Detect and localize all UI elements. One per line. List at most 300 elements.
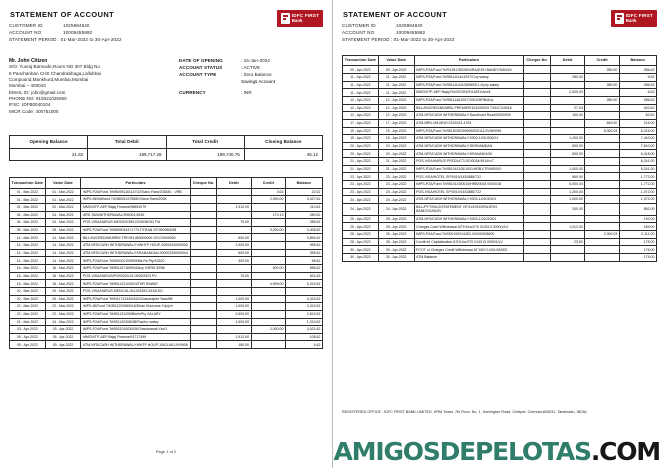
cell-credit: 2,000.00 bbox=[251, 326, 285, 334]
cell-value-date: 23 - Apr-2022 bbox=[378, 188, 414, 196]
account-status-label: ACCOUNT STATUS bbox=[179, 64, 223, 70]
cell-value-date: 20 - Apr-2022 bbox=[378, 142, 414, 150]
cell-credit: 3.63 bbox=[251, 188, 285, 196]
col-debit-2: Debit bbox=[550, 55, 585, 66]
cell-debit bbox=[550, 81, 585, 89]
cell-debit: 1,000.00 bbox=[217, 295, 251, 303]
summary-total-debit: 189,717.26 bbox=[88, 148, 166, 160]
cell-value-date: 01 - Mar-2022 bbox=[45, 196, 81, 204]
cell-transaction-date: 28 - Apr-2022 bbox=[343, 238, 379, 246]
cell-transaction-date: 03 - Apr-2022 bbox=[10, 326, 46, 334]
table-row bbox=[10, 211, 323, 219]
cell-transaction-date: 14 - Mar-2022 bbox=[10, 242, 46, 250]
cell-debit: 280.00 bbox=[550, 74, 585, 82]
cell-balance: 395.62 bbox=[286, 249, 323, 257]
cell-transaction-date: 17 - Apr-2022 bbox=[343, 119, 379, 127]
cell-value-date: 23 - Apr-2022 bbox=[378, 180, 414, 188]
cell-debit: 2,000.00 bbox=[550, 89, 585, 97]
table-row bbox=[10, 280, 323, 288]
cell-particulars: MMCN/TP-AEP Bajaj Finance/91717499 bbox=[81, 333, 191, 341]
bank-logo-line1: IDFC FIRST bbox=[291, 12, 319, 18]
cell-transaction-date: 20 - Apr-2022 bbox=[343, 150, 379, 158]
cell-balance: 110.62 bbox=[286, 203, 323, 211]
account-no-value-2: 10009455992 bbox=[396, 29, 426, 35]
cell-credit bbox=[251, 219, 285, 227]
cell-balance: 1,772.00 bbox=[619, 173, 656, 181]
cell-debit: 1,912.00 bbox=[217, 333, 251, 341]
cell-particulars: IMPS-P2A/Fund Trf/IB0951161147G2/Sano Ram/203840 - VRB bbox=[81, 188, 191, 196]
cell-balance: 6,216.00 bbox=[619, 127, 656, 135]
cell-balance: 4.62 bbox=[286, 341, 323, 349]
cell-value-date: 21 - Apr-2022 bbox=[378, 165, 414, 173]
table-row bbox=[343, 180, 657, 188]
cell-particulars: IMPS-P2A/Fund Trf/IB1107169934/Any VSRM 3/098 bbox=[81, 265, 191, 273]
cell-debit bbox=[550, 231, 585, 239]
cell-credit bbox=[251, 333, 285, 341]
cell-particulars: ATM-NFS/CASH WITHDRAWAL/+0003-1/01010/01 bbox=[414, 196, 524, 204]
cell-particulars: BILL/IN/CRED/NEARBY-TRF/IE1453000000 GCC/0000000 bbox=[81, 234, 191, 242]
cell-balance: 82.62 bbox=[619, 112, 656, 120]
customer-address-block bbox=[9, 58, 159, 116]
table-row bbox=[10, 310, 323, 318]
cell-transaction-date: 09 - Apr-2022 bbox=[343, 66, 379, 74]
cell-debit: 1,000.00 bbox=[550, 196, 585, 204]
balance-summary-table bbox=[9, 135, 323, 161]
cell-particulars: POS-VISA/HARUS PRODUCT/JIO/0034/4914/v/7 bbox=[414, 158, 524, 166]
idfc-first-bank-logo-2 bbox=[611, 10, 657, 27]
cell-cheque-no bbox=[524, 196, 550, 204]
account-type-value: : Zero Balance bbox=[241, 71, 272, 77]
cell-transaction-date: 04 - Mar-2022 bbox=[10, 219, 46, 227]
cell-balance: 189.00 bbox=[619, 223, 656, 231]
bank-logo-text-2 bbox=[626, 14, 653, 24]
customer-id-label-2: CUSTOMER ID bbox=[342, 23, 376, 28]
account-type-row bbox=[179, 72, 323, 79]
cell-balance: 2,111.00 bbox=[619, 231, 656, 239]
cell-credit bbox=[585, 223, 620, 231]
cell-value-date: 12 - Apr-2022 bbox=[378, 96, 414, 104]
cell-value-date: 03 - Apr-2022 bbox=[45, 326, 81, 334]
cell-balance: 6,418.00 bbox=[619, 150, 656, 158]
customer-id-value-2: 1025984840 bbox=[396, 23, 423, 28]
cell-credit bbox=[585, 203, 620, 215]
cell-particulars: ATM-NFS/CASH WITHDRAWAL/+KRANAN/1/00 bbox=[414, 150, 524, 158]
table-row bbox=[343, 142, 657, 150]
cell-credit bbox=[585, 246, 620, 254]
bank-logo-line1-2: IDFC FIRST bbox=[625, 12, 653, 18]
cell-transaction-date: 20 - Mar-2022 bbox=[10, 295, 46, 303]
cell-debit: 200.00 bbox=[550, 203, 585, 215]
table-row bbox=[343, 66, 657, 74]
cell-debit: 150.00 bbox=[217, 341, 251, 349]
cell-cheque-no bbox=[524, 66, 550, 74]
customer-phone: PHONE NO: 919321025060 bbox=[9, 96, 67, 102]
cell-particulars: POS-VISA/HARUS M/09202/3891203938/JIO Pvt bbox=[81, 219, 191, 227]
cell-transaction-date: 21 - Apr-2022 bbox=[343, 158, 379, 166]
cell-transaction-date: 11 - Apr-2022 bbox=[343, 81, 379, 89]
cell-debit: 1,012.00 bbox=[550, 223, 585, 231]
cell-value-date: 11 - Apr-2022 bbox=[378, 81, 414, 89]
cell-value-date: 09 - Apr-2022 bbox=[378, 66, 414, 74]
cell-transaction-date: 12 - Apr-2022 bbox=[343, 96, 379, 104]
cell-credit bbox=[251, 242, 285, 250]
col-cheque-no: Cheque No. bbox=[190, 177, 216, 188]
cell-value-date: 26 - Apr-2022 bbox=[378, 231, 414, 239]
cell-particulars: ATM-NFS/CASH WITHDRAWAL/+KRANANDAN-0000023/0000004 bbox=[81, 249, 191, 257]
cell-cheque-no bbox=[524, 158, 550, 166]
cell-balance: 402.62 bbox=[619, 104, 656, 112]
cell-credit bbox=[251, 257, 285, 265]
cell-debit: 1,200.00 bbox=[550, 135, 585, 143]
cell-particulars: IMPS-P2A/Fund Trf/IB111144105/M0001-Gy/ry salary bbox=[414, 81, 524, 89]
cell-credit bbox=[251, 249, 285, 257]
cell-credit bbox=[585, 196, 620, 204]
customer-address-line-2: 8 Panchanban CHS Chandrabhaga,Lallubhai bbox=[9, 70, 102, 76]
table-row bbox=[10, 257, 323, 265]
cell-credit bbox=[251, 295, 285, 303]
cell-value-date: 12 - Apr-2022 bbox=[378, 112, 414, 120]
cell-value-date: 23 - Apr-2022 bbox=[378, 173, 414, 181]
cell-value-date: 24 - Apr-2022 bbox=[378, 196, 414, 204]
cell-cheque-no bbox=[190, 280, 216, 288]
cell-transaction-date: 16 - Mar-2022 bbox=[10, 265, 46, 273]
cell-balance: 286.62 bbox=[619, 66, 656, 74]
table-row bbox=[343, 135, 657, 143]
col-particulars-2: Particulars bbox=[414, 55, 524, 66]
table-row bbox=[10, 272, 323, 280]
account-holder-section bbox=[9, 58, 323, 116]
cell-particulars: BILL/PYT/INLO/STATEMENT OF/1419910/RAJESH BANDY/SANJIV bbox=[414, 203, 524, 215]
cell-balance: 192.00 bbox=[619, 215, 656, 223]
cell-debit bbox=[217, 196, 251, 204]
cell-value-date: 01 - Mar-2022 bbox=[45, 188, 81, 196]
cell-value-date: 14 - Mar-2022 bbox=[45, 234, 81, 242]
table-row bbox=[10, 242, 323, 250]
customer-id-label: CUSTOMER ID bbox=[9, 23, 43, 28]
cell-cheque-no bbox=[190, 226, 216, 234]
cell-transaction-date: 23 - Apr-2022 bbox=[343, 188, 379, 196]
cell-transaction-date: 01 - Mar-2022 bbox=[10, 188, 46, 196]
cell-balance: 1,319.62 bbox=[286, 318, 323, 326]
summary-header-closing-balance: Closing Balance bbox=[244, 136, 322, 148]
cell-credit bbox=[251, 303, 285, 311]
account-no-label-2: ACCOUNT NO bbox=[342, 29, 375, 35]
cell-debit bbox=[550, 127, 585, 135]
table-row bbox=[343, 74, 657, 82]
cell-credit bbox=[585, 254, 620, 262]
table-row bbox=[343, 165, 657, 173]
cell-credit bbox=[585, 142, 620, 150]
cell-credit bbox=[585, 188, 620, 196]
cell-credit bbox=[251, 203, 285, 211]
cell-transaction-date: 24 - Mar-2022 bbox=[10, 318, 46, 326]
cell-cheque-no bbox=[524, 112, 550, 120]
cell-particulars: ATM-NFS/CASH WITHDRAWAL/+VWHTP HOUP-0000034/000000 bbox=[81, 242, 191, 250]
customer-id-row bbox=[9, 23, 323, 30]
table-row bbox=[10, 226, 323, 234]
cell-debit: 1,000.00 bbox=[550, 165, 585, 173]
cell-credit bbox=[251, 234, 285, 242]
cell-cheque-no bbox=[524, 165, 550, 173]
table-row bbox=[10, 295, 323, 303]
col-credit: Credit bbox=[251, 177, 285, 188]
cell-debit bbox=[550, 254, 585, 262]
table-row bbox=[343, 196, 657, 204]
table-row bbox=[343, 173, 657, 181]
cell-cheque-no bbox=[524, 127, 550, 135]
idfc-first-bank-logo bbox=[277, 10, 323, 27]
cell-transaction-date: 20 - Mar-2022 bbox=[10, 287, 46, 295]
cell-particulars: IMPS-IB/Fund Trf/35112G/580016/Dhan Khurrana Y/jv/jvh bbox=[81, 303, 191, 311]
statement-period-2: STATEMENT PERIOD : 01-Mar-2022 to 30-Apr-2022 bbox=[342, 36, 455, 42]
cell-cheque-no bbox=[190, 249, 216, 257]
summary-header-row bbox=[10, 136, 323, 148]
account-status-row bbox=[179, 65, 323, 72]
cell-transaction-date: 18 - Mar-2022 bbox=[10, 280, 46, 288]
bank-logo-icon bbox=[281, 13, 290, 24]
cell-credit bbox=[585, 104, 620, 112]
cell-balance: 108.62 bbox=[286, 333, 323, 341]
cell-cheque-no bbox=[190, 303, 216, 311]
table-row bbox=[343, 127, 657, 135]
col-particulars: Particulars bbox=[81, 177, 191, 188]
cell-value-date: 05 - Mar-2022 bbox=[45, 226, 81, 234]
table-row bbox=[343, 223, 657, 231]
account-no-value: 10009455992 bbox=[63, 29, 93, 35]
cell-transaction-date: 14 - Mar-2022 bbox=[10, 249, 46, 257]
table-row bbox=[10, 341, 323, 349]
cell-debit bbox=[550, 66, 585, 74]
cell-debit bbox=[550, 96, 585, 104]
cell-particulars: BILL/IN/CRED/NEARBL PREMIER/103100003 7/011C1/0016 bbox=[414, 104, 524, 112]
cell-balance: 6.62 bbox=[619, 89, 656, 97]
cell-balance: 2,819.62 bbox=[286, 310, 323, 318]
table-row bbox=[343, 215, 657, 223]
cell-value-date: 05 - Apr-2022 bbox=[45, 333, 81, 341]
cell-debit: 75.00 bbox=[217, 219, 251, 227]
date-of-opening-value: : 15-Jan-2022 bbox=[241, 57, 270, 63]
cell-balance: 5,319.62 bbox=[286, 280, 323, 288]
cell-debit: 27.03 bbox=[550, 104, 585, 112]
cell-particulars: ARS-TAN/WITHDRAWAL/909003-5045 bbox=[81, 211, 191, 219]
account-details-block bbox=[179, 58, 323, 116]
table-row bbox=[10, 196, 323, 204]
cell-transaction-date: 25 - Apr-2022 bbox=[343, 223, 379, 231]
table-row bbox=[10, 326, 323, 334]
cell-particulars: ATM-NFS/CASH WITHDRAWAL/+WHTP HOUP-1/NCLM1/JV/0908 bbox=[81, 341, 191, 349]
cell-credit bbox=[585, 173, 620, 181]
cell-balance: 4,319.62 bbox=[286, 295, 323, 303]
cell-cheque-no bbox=[524, 254, 550, 262]
cell-debit bbox=[550, 119, 585, 127]
currency-value: : INR bbox=[241, 89, 252, 95]
col-balance-2: Balance bbox=[619, 55, 656, 66]
cell-credit: 280.00 bbox=[585, 66, 620, 74]
cell-debit: 500.00 bbox=[550, 142, 585, 150]
table-row bbox=[343, 81, 657, 89]
cell-particulars: PCOT or Charges Credit Withdrawal AT MS/+1/401/43/002 bbox=[414, 246, 524, 254]
table-row bbox=[343, 246, 657, 254]
cell-credit: 6,000.03 bbox=[585, 127, 620, 135]
table-row bbox=[343, 96, 657, 104]
cell-value-date: 14 - Mar-2022 bbox=[45, 242, 81, 250]
cell-credit bbox=[251, 310, 285, 318]
cell-debit: 569.00 bbox=[550, 173, 585, 181]
cell-transaction-date: 20 - Apr-2022 bbox=[343, 142, 379, 150]
col-debit: Debit bbox=[217, 177, 251, 188]
cell-transaction-date: 04 - Mar-2022 bbox=[10, 211, 46, 219]
cell-credit: 500.00 bbox=[251, 265, 285, 273]
cell-transaction-date: 19 - Apr-2022 bbox=[343, 135, 379, 143]
account-no-label: ACCOUNT NO bbox=[9, 29, 42, 35]
cell-balance: 1,072.00 bbox=[619, 188, 656, 196]
table-row bbox=[10, 265, 323, 273]
cell-value-date: 22 - Mar-2022 bbox=[45, 310, 81, 318]
registered-office-text: REGISTERED OFFICE : IDFC FIRST BANK LIMITED, KRM Tower, 7th Floor, No. 1, Harrington Road, Chetpet, Chennai-600031, Tamilnadu, INDIA. bbox=[342, 410, 588, 415]
cell-value-date: 19 - Apr-2022 bbox=[378, 127, 414, 135]
cell-transaction-date: 24 - Apr-2022 bbox=[343, 196, 379, 204]
cell-particulars: IMPS-P2A/Fund Trf/IB10143/0010/HRB/0034 0/0/0018 bbox=[414, 180, 524, 188]
statement-page-2 bbox=[333, 0, 666, 468]
cell-debit: 2,900.00 bbox=[217, 242, 251, 250]
cell-particulars: IMPS-P2A/Fund Trf/IB2201003005/Chandrawati Yav/1 bbox=[81, 326, 191, 334]
cell-balance: 3,319.62 bbox=[286, 303, 323, 311]
bank-logo-icon-2 bbox=[615, 13, 624, 24]
table-row bbox=[343, 231, 657, 239]
cell-credit: 2,000.03 bbox=[585, 231, 620, 239]
cell-debit: 23.50 bbox=[550, 238, 585, 246]
cell-transaction-date: 23 - Apr-2022 bbox=[343, 180, 379, 188]
table-row bbox=[343, 89, 657, 97]
cell-particulars: IMPS-P2A/Fund Trf/IB1122103924/THR RAWAT bbox=[81, 280, 191, 288]
cell-credit bbox=[585, 180, 620, 188]
page-title-2: STATEMENT OF ACCOUNT bbox=[343, 10, 448, 19]
cell-particulars: IMPS-P2A/Fund Trf/000100014452-0/0/0003/M/00 bbox=[414, 231, 524, 239]
cell-credit: 280.00 bbox=[585, 96, 620, 104]
cell-credit bbox=[251, 287, 285, 295]
cell-transaction-date: 25 - Apr-2022 bbox=[343, 215, 379, 223]
cell-cheque-no bbox=[524, 180, 550, 188]
cell-transaction-date: 14 - Mar-2022 bbox=[10, 257, 46, 265]
watermark-primary: AMIGOSDEPELOTAS bbox=[333, 437, 591, 466]
cell-value-date: 20 - Apr-2022 bbox=[378, 150, 414, 158]
table-row bbox=[10, 203, 323, 211]
account-type-label: ACCOUNT TYPE bbox=[179, 71, 217, 77]
cell-cheque-no bbox=[524, 119, 550, 127]
cell-cheque-no bbox=[524, 135, 550, 143]
cell-cheque-no bbox=[190, 188, 216, 196]
cell-transaction-date: 12 - Apr-2022 bbox=[343, 104, 379, 112]
table-row bbox=[343, 254, 657, 262]
cell-value-date: 25 - Apr-2022 bbox=[378, 215, 414, 223]
cell-value-date: 04 - Mar-2022 bbox=[45, 219, 81, 227]
cell-cheque-no bbox=[190, 341, 216, 349]
col-transaction-date-2: Transaction Date bbox=[343, 55, 379, 66]
customer-id-value: 1025984840 bbox=[63, 23, 90, 28]
transactions-header-row-2 bbox=[343, 55, 657, 66]
cell-cheque-no bbox=[524, 238, 550, 246]
table-row bbox=[343, 119, 657, 127]
transactions-body-page-1 bbox=[10, 188, 323, 348]
cell-value-date: 04 - Mar-2022 bbox=[45, 211, 81, 219]
table-row bbox=[10, 234, 323, 242]
cell-particulars: ATM-BRN-VM-MNO 0312023-4705 bbox=[414, 119, 524, 127]
cell-cheque-no bbox=[190, 333, 216, 341]
cell-balance: 7,610.00 bbox=[619, 142, 656, 150]
cell-particulars: IMPS-P2A/Fund Trf/IB1114A19/LT/0010/HRB/Any bbox=[414, 96, 524, 104]
cell-cheque-no bbox=[190, 234, 216, 242]
cell-particulars: POS-VISA/HARUS/P/09202/LIO-0009/2023 PV bbox=[81, 272, 191, 280]
customer-address-line-3: Compound,Mankhurd,Mumbai,Mumbai bbox=[9, 76, 89, 82]
cell-transaction-date: 23 - Apr-2022 bbox=[343, 173, 379, 181]
cell-cheque-no bbox=[190, 287, 216, 295]
cell-credit bbox=[585, 158, 620, 166]
cell-debit bbox=[217, 226, 251, 234]
cell-value-date: 30 - Apr-2022 bbox=[378, 246, 414, 254]
cell-transaction-date: 21 - Apr-2022 bbox=[343, 165, 379, 173]
cell-balance: 6,241.00 bbox=[619, 158, 656, 166]
cell-credit: 170.13 bbox=[251, 211, 285, 219]
cell-value-date: 25 - Apr-2022 bbox=[378, 223, 414, 231]
cell-balance: 5,241.00 bbox=[619, 165, 656, 173]
cell-value-date: 11 - Apr-2022 bbox=[378, 89, 414, 97]
cell-balance: 521.62 bbox=[286, 272, 323, 280]
table-row bbox=[343, 104, 657, 112]
transactions-body-page-2 bbox=[343, 66, 657, 261]
cell-credit bbox=[585, 238, 620, 246]
cell-debit bbox=[550, 246, 585, 254]
cell-value-date: 28 - Apr-2022 bbox=[378, 238, 414, 246]
cell-particulars: IMPS-IN/Self/and Trf/38001197558/GVans Rami/200K bbox=[81, 196, 191, 204]
cell-value-date: 14 - Mar-2022 bbox=[45, 249, 81, 257]
cell-cheque-no bbox=[524, 81, 550, 89]
cell-credit bbox=[585, 165, 620, 173]
summary-closing-balance: 45.12 bbox=[244, 148, 322, 160]
cell-transaction-date: 11 - Apr-2022 bbox=[343, 89, 379, 97]
cell-balance: 176.00 bbox=[619, 246, 656, 254]
summary-total-credit: 189,740.76 bbox=[166, 148, 244, 160]
cell-value-date: 02 - Mar-2022 bbox=[45, 203, 81, 211]
statement-period: STATEMENT PERIOD : 01-Mar-2022 to 30-Apr-2022 bbox=[9, 36, 122, 42]
cell-transaction-date: 30 - Apr-2022 bbox=[343, 246, 379, 254]
cell-particulars: ATM-NFS/CASH WITHDRAWAL/+Sandhurst Road/903/0009 bbox=[414, 112, 524, 120]
cell-cheque-no bbox=[190, 295, 216, 303]
cell-debit: 100.00 bbox=[550, 112, 585, 120]
table-row bbox=[343, 150, 657, 158]
cell-cheque-no bbox=[190, 242, 216, 250]
cell-cheque-no bbox=[190, 326, 216, 334]
cell-credit: 649.00 bbox=[585, 119, 620, 127]
cell-debit: 500.00 bbox=[550, 150, 585, 158]
cell-value-date: 11 - Apr-2022 bbox=[378, 74, 414, 82]
cell-debit bbox=[217, 188, 251, 196]
summary-header-total-debit: Total Debit bbox=[88, 136, 166, 148]
customer-micr: MICR Code: 400751005 bbox=[9, 108, 59, 114]
transactions-table-page-2 bbox=[342, 55, 657, 262]
cell-particulars: ATM Balance bbox=[414, 254, 524, 262]
col-credit-2: Credit bbox=[585, 55, 620, 66]
cell-credit bbox=[585, 150, 620, 158]
cell-debit: 500.00 bbox=[217, 249, 251, 257]
cell-particulars: IMPS-P2A/Fund Trf/IB1041105/1001/HRB1/TR/MS/S/0 bbox=[414, 165, 524, 173]
table-row bbox=[10, 249, 323, 257]
table-row bbox=[10, 303, 323, 311]
cell-debit: 5,000.03 bbox=[550, 180, 585, 188]
cell-value-date: 20 - Mar-2022 bbox=[45, 287, 81, 295]
account-no-row-2 bbox=[342, 30, 657, 37]
customer-name: Mr. John Citizen bbox=[9, 57, 48, 64]
cell-transaction-date: 05 - Apr-2022 bbox=[10, 333, 46, 341]
